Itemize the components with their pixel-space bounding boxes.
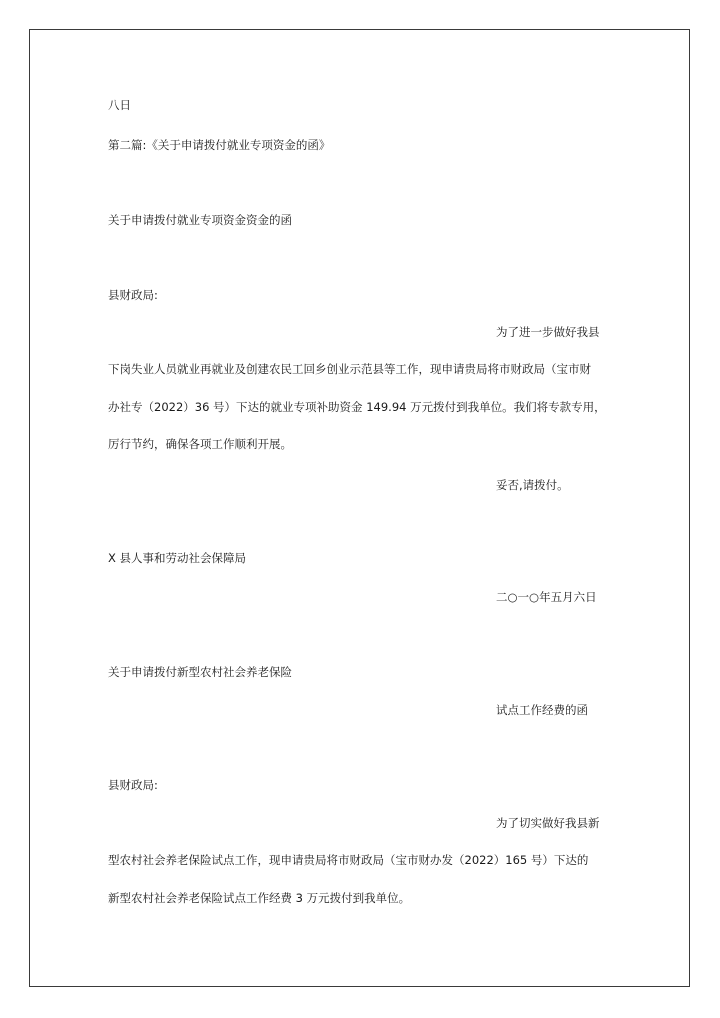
body-line: 厉行节约，确保各项工作顺利开展。 [108,437,292,451]
section-heading: 第二篇:《关于申请拨付就业专项资金的函》 [108,138,331,152]
salutation: 县财政局: [108,778,158,792]
body-line: 新型农村社会养老保险试点工作经费 3 万元拨付到我单位。 [108,891,411,905]
letter-title: 关于申请拨付新型农村社会养老保险 [108,665,292,679]
body-line: 为了进一步做好我县 [496,325,600,339]
date-fragment: 八日 [108,98,131,112]
body-line: 为了切实做好我县新 [496,816,600,830]
signature-org: X 县人事和劳动社会保障局 [108,551,247,565]
closing-request: 妥否,请拨付。 [496,478,569,492]
letter-title-continued: 试点工作经费的函 [496,703,588,717]
page-frame [29,29,690,987]
body-line: 办社专（2022）36 号）下达的就业专项补助资金 149.94 万元拨付到我单位。我们将专款专用， [108,400,606,414]
body-line: 下岗失业人员就业再就业及创建农民工回乡创业示范县等工作，现申请贵局将市财政局（宝市财 [108,362,591,376]
body-line: 型农村社会养老保险试点工作，现申请贵局将市财政局（宝市财办发（2022）165 号）下达的 [108,853,589,867]
salutation: 县财政局: [108,288,158,302]
signature-date: 二○一○年五月六日 [496,590,597,604]
letter-title: 关于申请拨付就业专项资金资金的函 [108,213,292,227]
